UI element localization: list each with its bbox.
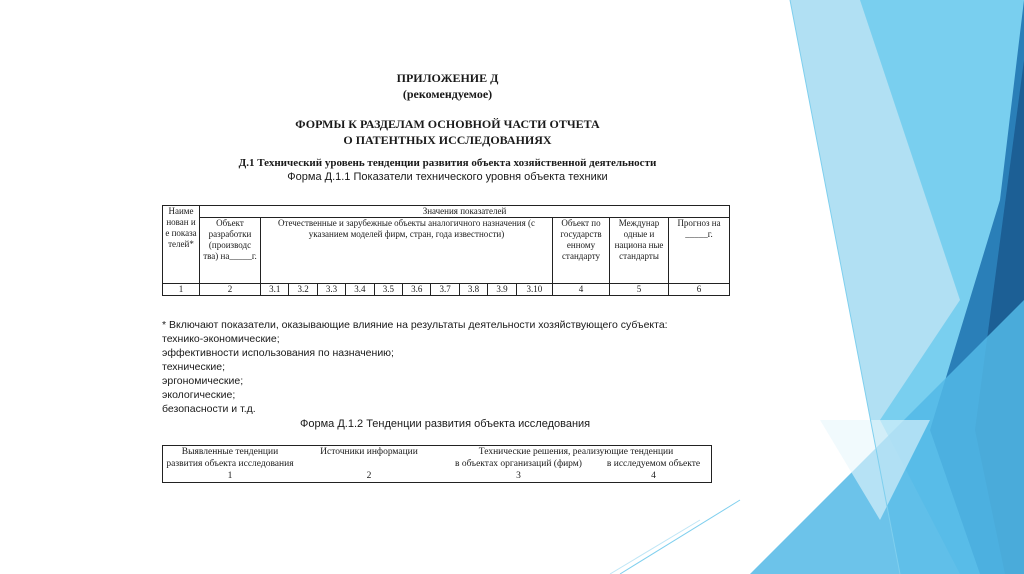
- header-state-standard: Объект по государств енному стандарту: [553, 218, 610, 284]
- col-number: 3.8: [459, 284, 487, 296]
- header-trends: Выявленные тенденции развития объекта исследования: [166, 447, 294, 469]
- col-number: 3: [516, 471, 521, 481]
- col-number: 3.1: [261, 284, 289, 296]
- note-line: эргономические;: [162, 375, 244, 387]
- note-line: эффективности использования по назначению;: [162, 347, 394, 359]
- col-number: 3.5: [374, 284, 402, 296]
- document-header: [160, 70, 735, 183]
- col-number: 3.10: [516, 284, 552, 296]
- header-object: Объект разработки (производс тва) на_____г.: [200, 218, 261, 284]
- appendix-subtitle: (рекомендуемое): [402, 87, 493, 101]
- indicators-table: [162, 205, 730, 296]
- col-number: 2: [200, 284, 261, 296]
- header-researched-object: в исследуемом объекте: [606, 459, 701, 469]
- col-number: 4: [651, 471, 656, 481]
- section-title: Д.1 Технический уровень тенденции развития объекта хозяйственной деятельности: [238, 157, 657, 169]
- decor-line-3: [610, 520, 700, 574]
- form2-title: Форма Д.1.2 Тенденции развития объекта исследования: [300, 418, 591, 430]
- col-number: 3.3: [317, 284, 345, 296]
- header-indicator-name: Наиме нован и е показа телей*: [163, 206, 200, 284]
- col-number: 3.4: [346, 284, 374, 296]
- col-number: 3.7: [431, 284, 459, 296]
- appendix-title: ПРИЛОЖЕНИЕ Д: [396, 71, 499, 85]
- col-number: 3.9: [488, 284, 516, 296]
- note-line: технические;: [162, 361, 225, 373]
- header-intl-standards: Междунар одные и национа ные стандарты: [610, 218, 669, 284]
- forms-title-line2: О ПАТЕНТНЫХ ИССЛЕДОВАНИЯХ: [343, 133, 552, 147]
- header-sources: Источники информации: [320, 447, 418, 457]
- col-number: 5: [610, 284, 669, 296]
- decor-line-2: [620, 500, 740, 574]
- header-values-group: Значения показателей: [200, 206, 730, 218]
- col-number: 3.6: [403, 284, 431, 296]
- header-forecast: Прогноз на _____г.: [669, 218, 730, 284]
- note-line: безопасности и т.д.: [162, 403, 256, 415]
- table-row: [163, 284, 730, 296]
- col-number: 2: [366, 471, 372, 481]
- forms-title-line1: ФОРМЫ К РАЗДЕЛАМ ОСНОВНОЙ ЧАСТИ ОТЧЕТА: [295, 117, 600, 131]
- header-tech-solutions: Технические решения, реализующие тенденции: [478, 447, 674, 457]
- form1-title: Форма Д.1.1 Показатели технического уровня объекта техники: [287, 171, 608, 183]
- note-line: технико-экономические;: [162, 333, 280, 345]
- trends-table: [162, 445, 712, 483]
- footnotes: [162, 318, 668, 416]
- note-line: экологические;: [162, 389, 236, 401]
- col-number: 1: [163, 284, 200, 296]
- header-org-objects: в объектах организаций (фирм): [454, 459, 582, 469]
- col-number: 4: [553, 284, 610, 296]
- note-line: * Включают показатели, оказывающие влияние на результаты деятельности хозяйствующего субъекта:: [162, 319, 668, 331]
- col-number: 3.2: [289, 284, 317, 296]
- table-row: [163, 470, 712, 483]
- col-number: 1: [227, 471, 233, 481]
- header-analogs: Отечественные и зарубежные объекты аналогичного назначения (с указанием моделей фирм, стран, года известности): [261, 218, 553, 284]
- col-number: 6: [669, 284, 730, 296]
